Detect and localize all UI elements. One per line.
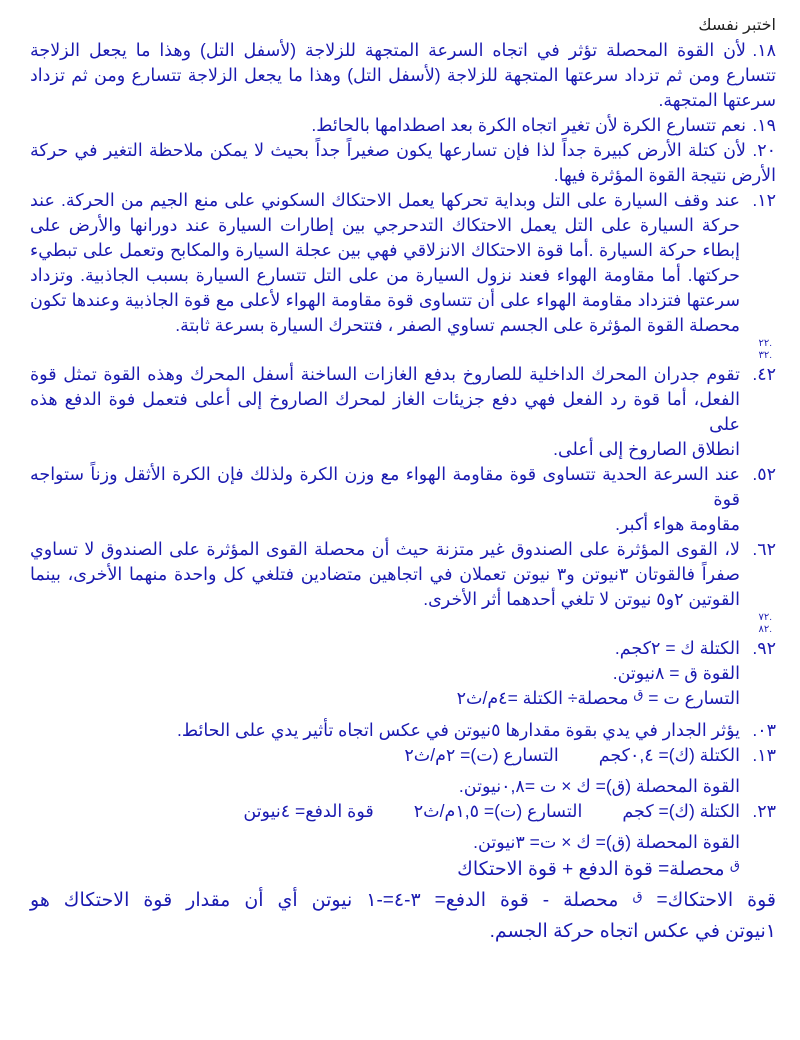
answer-text-line: سرعتها المتجهة. — [658, 90, 776, 110]
answer-number: ٩٢. — [752, 638, 776, 658]
answer-number: ١٨. — [752, 40, 776, 60]
answer-23-number: .٣٢ — [758, 350, 772, 361]
answer-32 — [30, 799, 776, 824]
answer-number: ٤٢. — [752, 364, 776, 384]
answer-number: ٦٢. — [752, 539, 776, 559]
answer-27-number: .٧٢ — [758, 612, 772, 623]
answer-number: ١٢. — [752, 190, 776, 210]
mass-value: الكتلة (ك)= ٠,٤كجم — [598, 745, 740, 765]
answer-text-line: الفعل، أما قوة رد الفعل فهي دفع جزيئات الغاز لمحرك الصاروخ إلى أعلى فتعمل فوة الدفع هذه على — [30, 389, 740, 434]
answer-number: ١٣. — [752, 745, 776, 765]
answer-19 — [30, 113, 776, 138]
answer-text-line: لأن كتلة الأرض كبيرة جداً لذا فإن تسارعها يكون صغيراً جداً بحيث لا يمكن ملاحظة التغير في حركة — [30, 140, 746, 160]
answer-text-line: عند وقف السيارة على التل وبداية تحركها يعمل الاحتكاك السكوني على منع الجيم من الحركة. عند — [30, 190, 740, 210]
equation-text: محصلة= قوة الدفع + قوة الاحتكاك — [457, 859, 730, 880]
answer-21 — [30, 188, 776, 338]
force-symbol: ق — [633, 686, 644, 701]
answer-text-line: القوتين ٢و٥ نيوتن لا تلغي أحدهما أثر الأخرى. — [423, 589, 740, 609]
net-force-equation — [30, 855, 740, 886]
force-symbol: ق — [632, 888, 643, 903]
answer-text-line: حركة السيارة على التل يعمل الاحتكاك التدحرجي بين إطارات السيارة عند دورانها والأرض على — [30, 215, 740, 235]
answer-text-line: حركتها. أما مقاومة الهواء فعند نزول السيارة من على التل تتسارع السيارة بسبب الجاذبية. وتزداد — [30, 265, 740, 285]
answer-text-line: لا، القوى المؤثرة على الصندوق غير متزنة حيث أن محصلة القوى المؤثرة على الصندوق لا تساوي — [30, 539, 740, 559]
force-symbol: ق — [729, 857, 740, 872]
friction-line — [30, 886, 776, 917]
friction-value: محصلة - قوة الدفع= ٣-٤=-١ نيوتن أي أن مقدار قوة الاحتكاك هو — [30, 890, 633, 911]
answer-text-line: صفراً فالقوتان ٣نيوتن و٣ نيوتن تعملان في اتجاهين متضادين فتلغي كل واحدة منهما الأخرى، بينما — [30, 564, 741, 584]
force-line: القوة ق = ٨نيوتن. — [612, 663, 740, 683]
answer-text-line: تتسارع ومن ثم تزداد سرعتها المتجهة للزلاجة (لأسفل التل) وهذا ما يجعل الزلاجة تتسارع ومن ثم تزداد — [30, 65, 776, 85]
answer-text-line: نعم تتسارع الكرة لأن تغير اتجاه الكرة بعد اصطدامها بالحائط. — [311, 115, 746, 135]
acceleration-value: التسارع (ت)= ١,٥م/ث٢ — [413, 801, 583, 821]
acceleration-value: التسارع (ت)= ٢م/ث٢ — [404, 745, 559, 765]
answer-text-line: إبطاء حركة السيارة .أما قوة الاحتكاك الانزلاقي فهي بين عجلة السيارة والمكابح وتعمل على تبطيء — [30, 240, 740, 260]
answer-number: ١٩. — [752, 115, 776, 135]
acceleration-line — [30, 686, 740, 712]
answer-22-number: .٢٢ — [758, 338, 772, 349]
thrust-value: قوة الدفع= ٤نيوتن — [243, 801, 374, 821]
answer-20 — [30, 138, 776, 163]
answer-26 — [30, 537, 776, 612]
answer-30 — [30, 718, 776, 743]
answer-text-line: الأرض نتيجة القوة المؤثرة فيها. — [553, 165, 776, 185]
friction-conclusion: ١نيوتن في عكس اتجاه حركة الجسم. — [489, 921, 776, 942]
given-line — [30, 799, 740, 824]
answer-text-line: يؤثر الجدار في يدي بقوة مقدارها ٥نيوتن في عكس اتجاه تأثير يدي على الحائط. — [176, 720, 740, 740]
answer-31 — [30, 743, 776, 768]
mass-value: الكتلة (ك)= كجم — [622, 801, 740, 821]
answer-text-line: محصلة القوة المؤثرة على الجسم تساوي الصفر ، فتتحرك السيارة بسرعة ثابتة. — [175, 315, 740, 335]
acceleration-label: التسارع ت = — [643, 688, 740, 708]
given-line — [30, 743, 740, 768]
answer-text-line: مقاومة هواء أكبر. — [615, 514, 740, 534]
net-force-line: القوة المحصلة (ق)= ك × ت= ٣نيوتن. — [473, 832, 740, 852]
answer-number: ٠٣. — [752, 720, 776, 740]
page-title: اختبر نفسك — [698, 17, 776, 34]
answer-text-line: عند السرعة الحدية تتساوى قوة مقاومة الهواء مع وزن الكرة ولذلك فإن الكرة الأثقل وزناً ستواجه قوة — [30, 464, 740, 509]
answer-text-line: تقوم جدران المحرك الداخلية للصاروخ بدفع الغازات الساخنة أسفل المحرك وهذه القوة تمثل قوة — [30, 364, 740, 384]
answer-29 — [30, 636, 776, 712]
answer-25 — [30, 462, 776, 537]
answer-text-line: لأن القوة المحصلة تؤثر في اتجاه السرعة المتجهة للزلاجة (لأسفل التل) وهذا ما يجعل الزلاجة — [30, 40, 746, 60]
answer-28-number: .٨٢ — [758, 624, 772, 635]
answer-text-line: انطلاق الصاروخ إلى أعلى. — [553, 439, 740, 459]
net-force-line: القوة المحصلة (ق)= ك × ت =٠,٨نيوتن. — [458, 776, 740, 796]
answer-text-line: سرعتها فتزداد مقاومة الهواء على أن تتساوى قوة مقاومة الهواء لأعلى مع قوة الجاذبية وعندها تكون — [30, 290, 740, 310]
friction-label: قوة الاحتكاك= — [642, 890, 776, 911]
answer-24 — [30, 362, 776, 462]
answer-number: ٢٣. — [752, 801, 776, 821]
answer-number: ٥٢. — [752, 464, 776, 484]
answer-number: ٢٠. — [752, 140, 776, 160]
acceleration-value: محصلة÷ الكتلة =٤م/ث٢ — [456, 688, 634, 708]
mass-line: الكتلة ك = ٢كجم. — [614, 638, 740, 658]
answer-18 — [30, 38, 776, 63]
